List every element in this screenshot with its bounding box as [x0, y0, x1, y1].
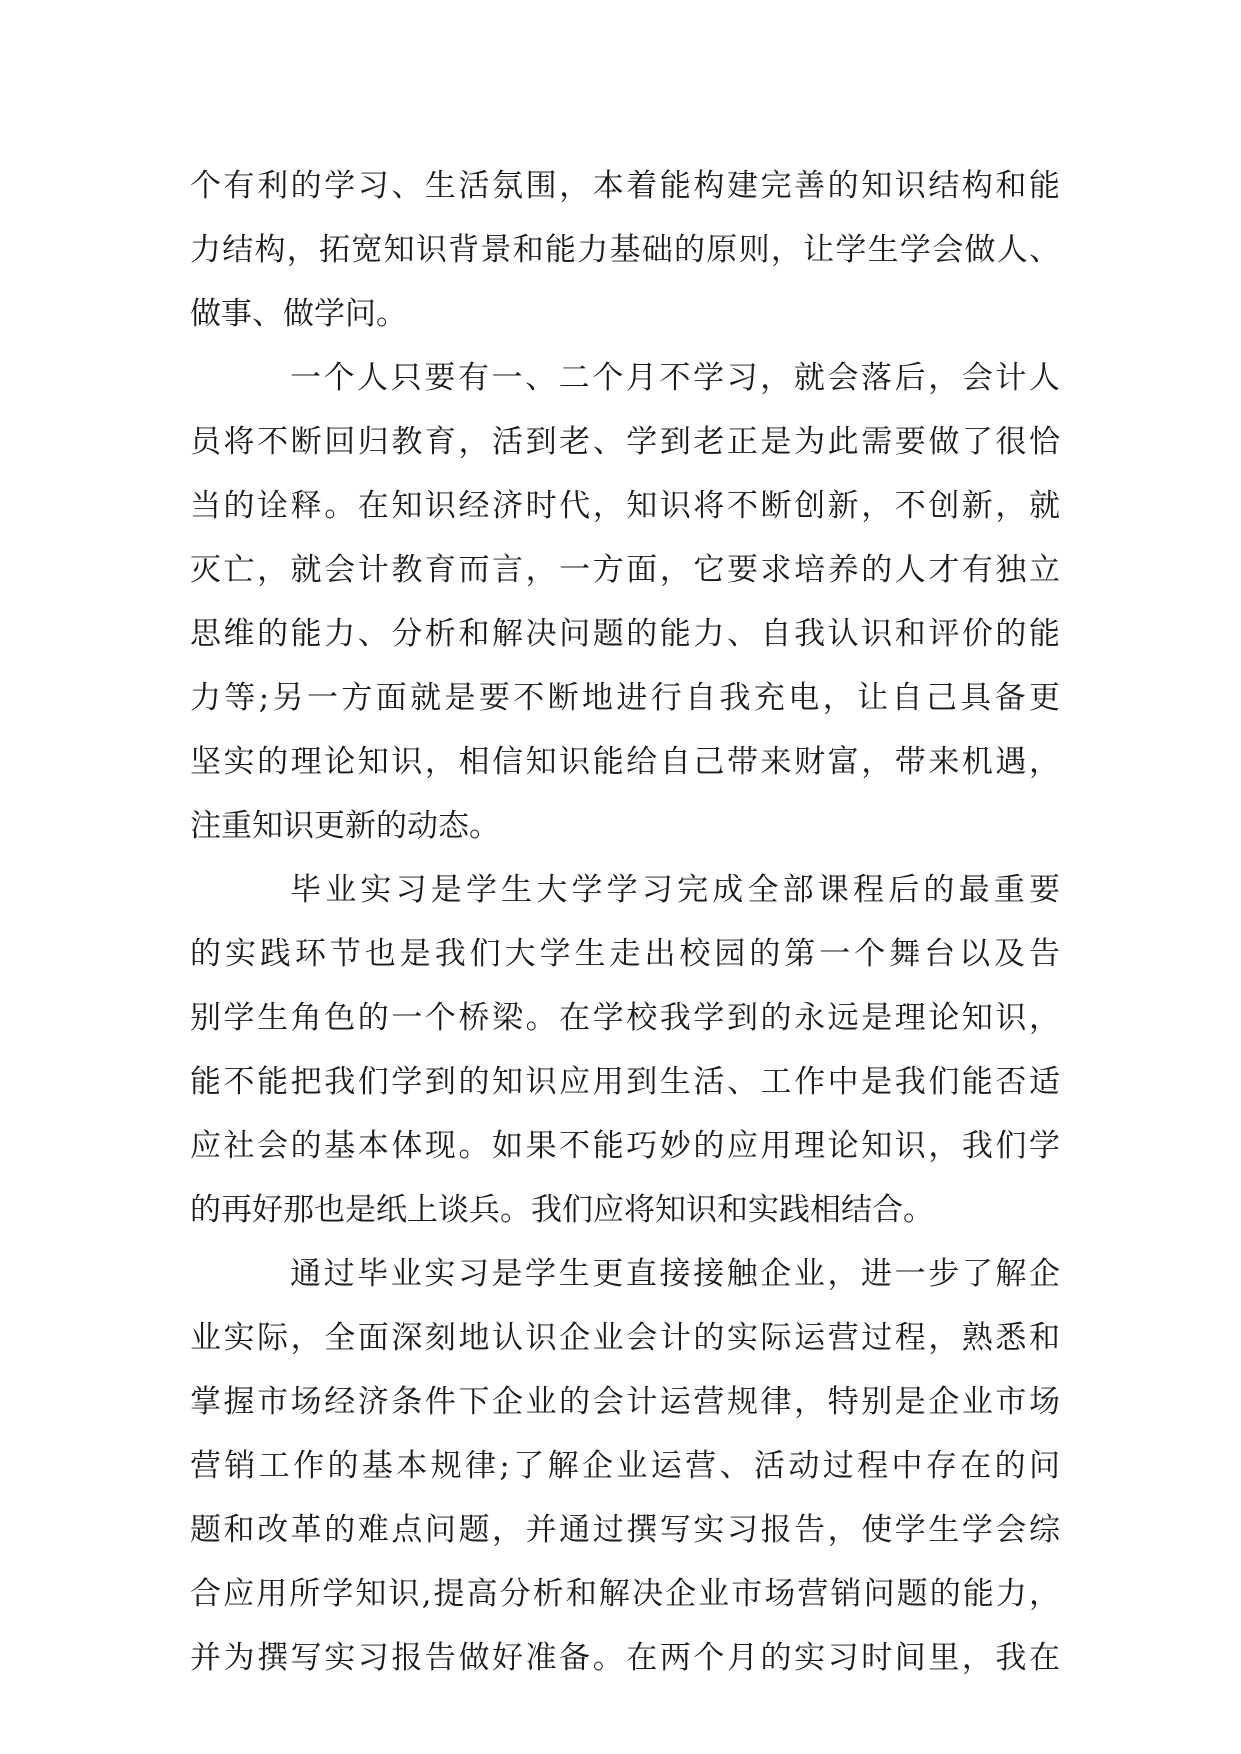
text-line: 并为撰写实习报告做好准备。在两个月的实习时间里，我在: [190, 1640, 1060, 1676]
text-line: 别学生角色的一个桥梁。在学校我学到的永远是理论知识，: [190, 1000, 1060, 1036]
paragraph-first-line: 通过毕业实习是学生更直接接触企业，进一步了解企: [290, 1256, 1060, 1292]
text-line: 的再好那也是纸上谈兵。我们应将知识和实践相结合。: [190, 1192, 934, 1228]
text-line: 灭亡，就会计教育而言，一方面，它要求培养的人才有独立: [190, 552, 1060, 588]
text-line: 题和改革的难点问题，并通过撰写实习报告，使学生学会综: [190, 1512, 1060, 1548]
text-line: 做事、做学问。: [190, 296, 407, 332]
text-line: 营销工作的基本规律;了解企业运营、活动过程中存在的问: [190, 1448, 1060, 1484]
text-line: 注重知识更新的动态。: [190, 808, 500, 844]
paragraph-first-line: 一个人只要有一、二个月不学习，就会落后，会计人: [290, 360, 1060, 396]
text-line: 能不能把我们学到的知识应用到生活、工作中是我们能否适: [190, 1064, 1060, 1100]
text-line: 力等;另一方面就是要不断地进行自我充电，让自己具备更: [190, 680, 1060, 716]
text-line: 合应用所学知识,提高分析和解决企业市场营销问题的能力，: [190, 1576, 1060, 1612]
paragraph-first-line: 毕业实习是学生大学学习完成全部课程后的最重要: [290, 872, 1060, 908]
text-line: 应社会的基本体现。如果不能巧妙的应用理论知识，我们学: [190, 1128, 1060, 1164]
text-line: 个有利的学习、生活氛围，本着能构建完善的知识结构和能: [190, 168, 1060, 204]
text-line: 当的诠释。在知识经济时代，知识将不断创新，不创新，就: [190, 488, 1060, 524]
text-line: 员将不断回归教育，活到老、学到老正是为此需要做了很恰: [190, 424, 1060, 460]
text-line: 掌握市场经济条件下企业的会计运营规律，特别是企业市场: [190, 1384, 1060, 1420]
text-line: 业实际，全面深刻地认识企业会计的实际运营过程，熟悉和: [190, 1320, 1060, 1356]
text-line: 思维的能力、分析和解决问题的能力、自我认识和评价的能: [190, 616, 1060, 652]
text-line: 坚实的理论知识，相信知识能给自己带来财富，带来机遇，: [190, 744, 1060, 780]
text-line: 的实践环节也是我们大学生走出校园的第一个舞台以及告: [190, 936, 1060, 972]
text-line: 力结构，拓宽知识背景和能力基础的原则，让学生学会做人、: [190, 232, 1060, 268]
